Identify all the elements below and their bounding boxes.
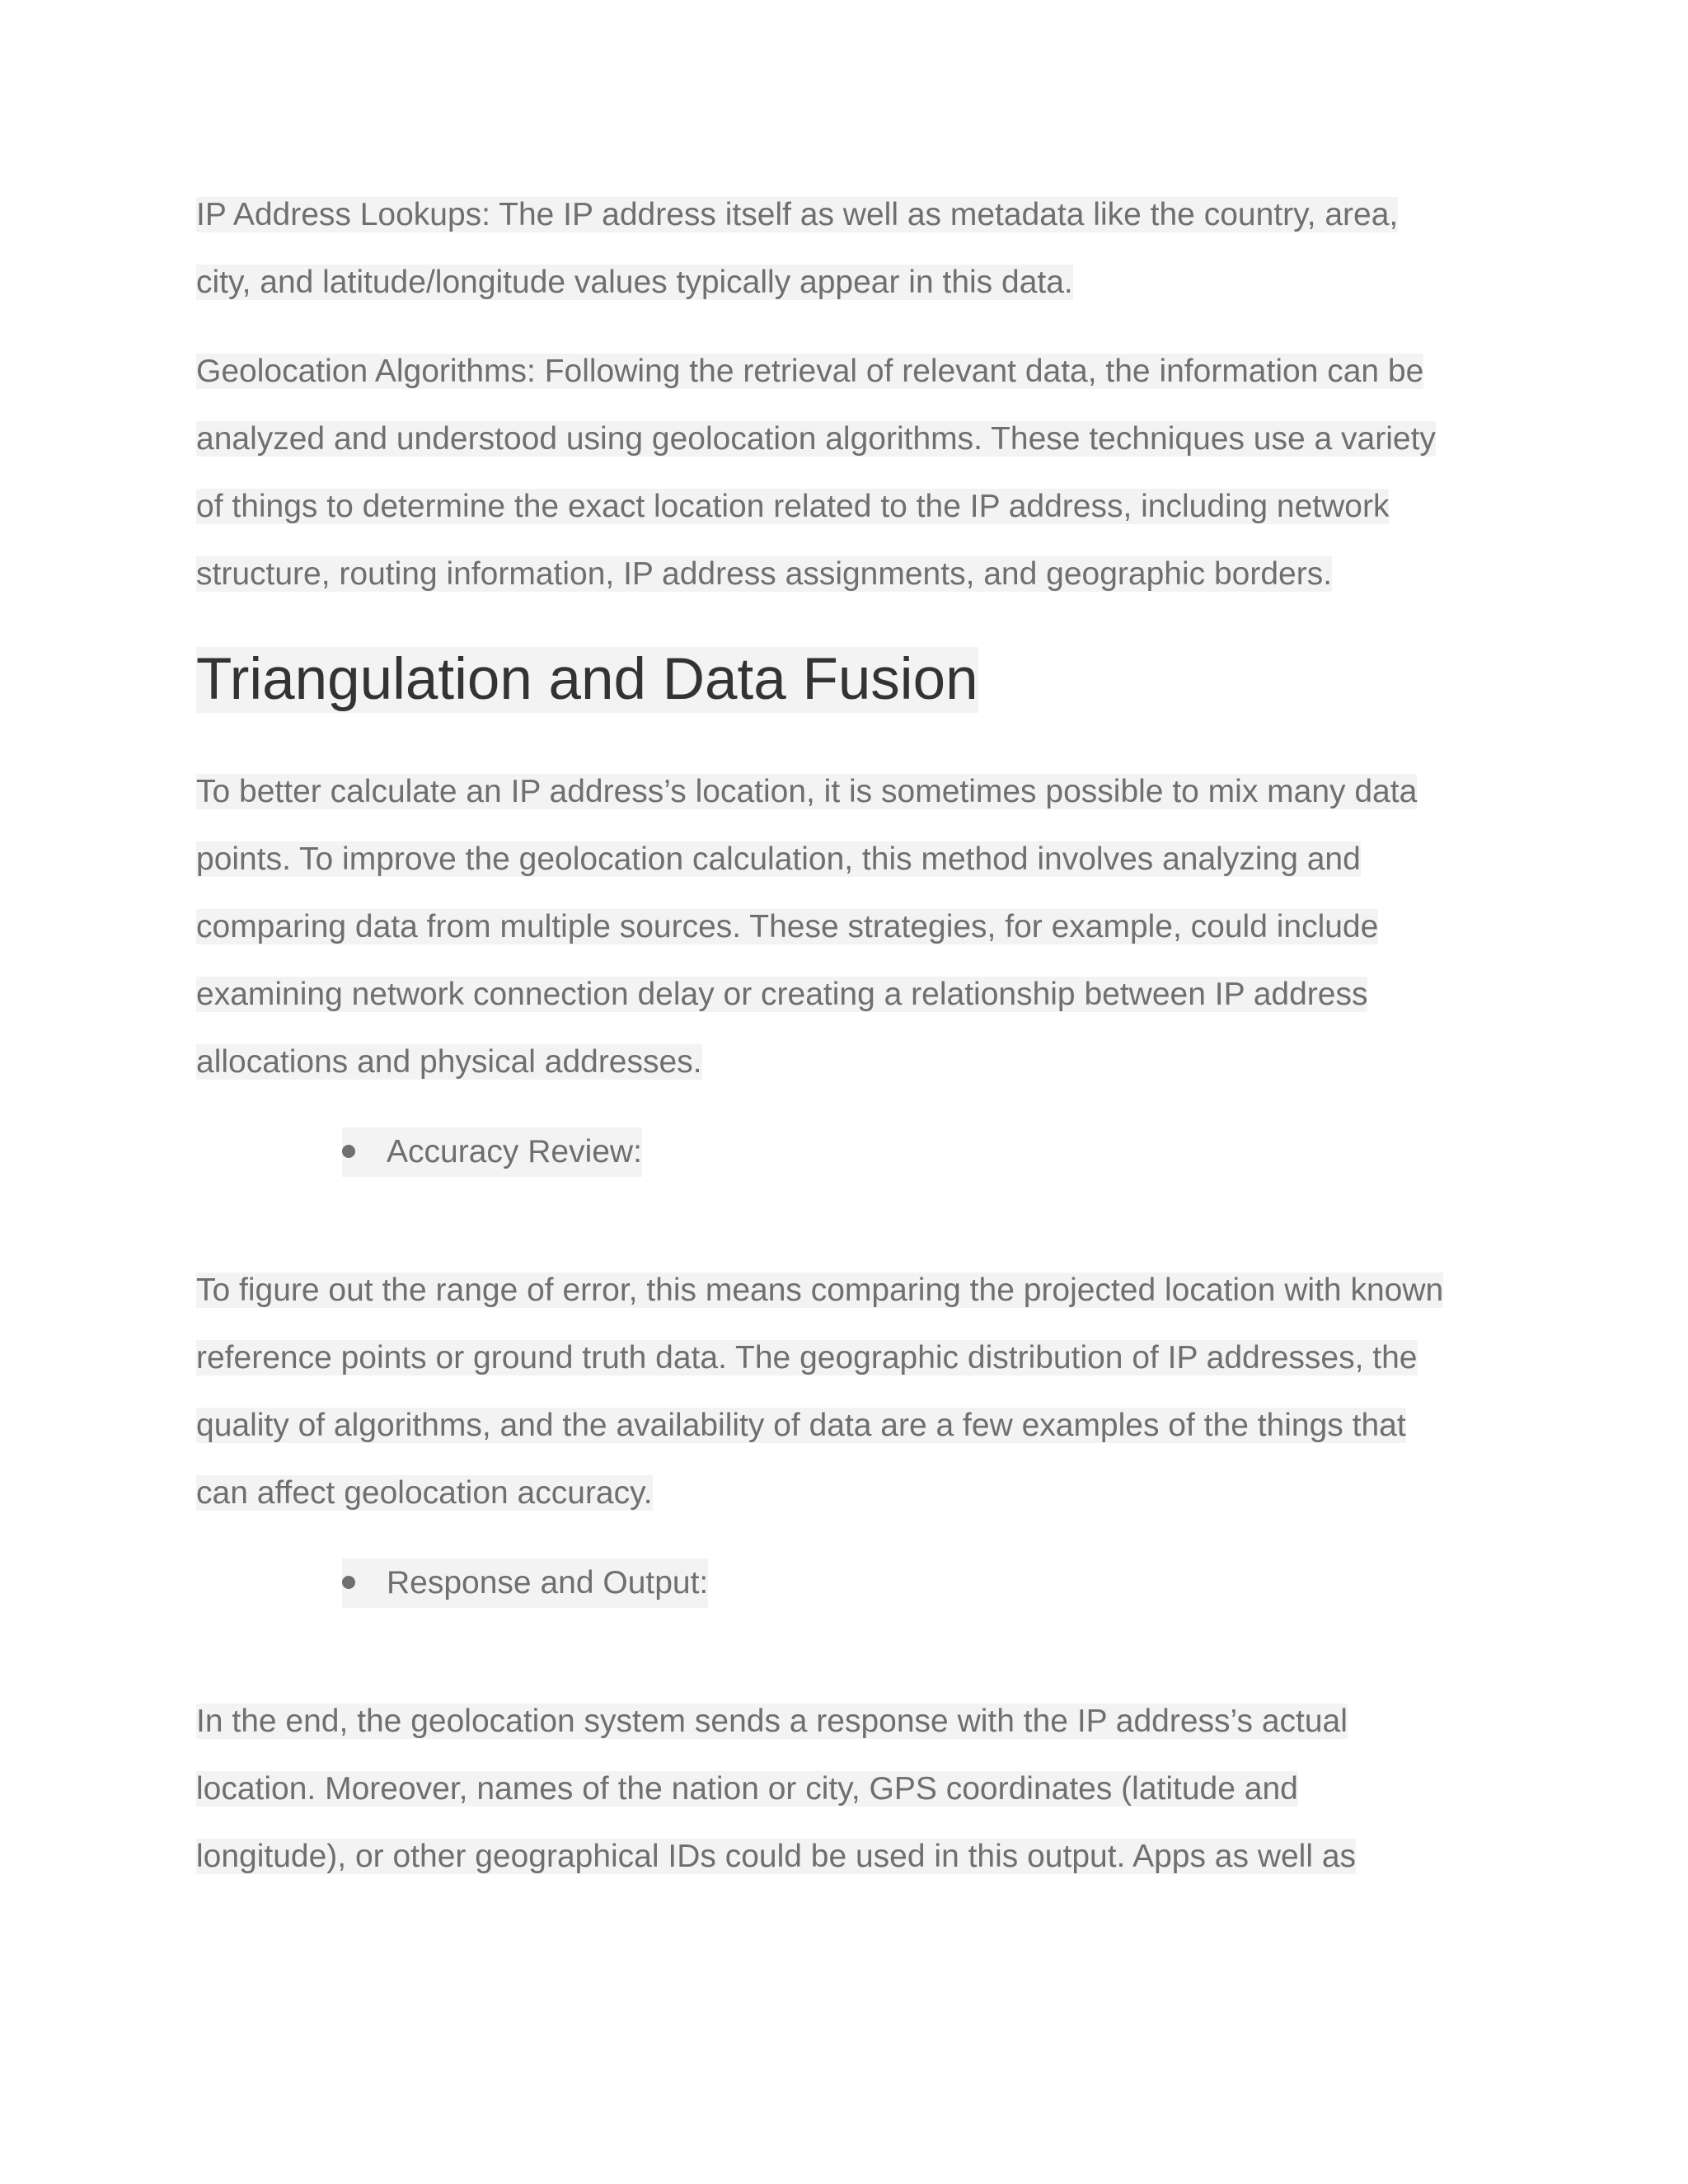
text-line: reference points or ground truth data. The geographic distribution of IP addresses, the	[196, 1340, 1418, 1376]
section-heading: Triangulation and Data Fusion	[196, 647, 978, 712]
paragraph-triangulation	[196, 758, 1417, 1096]
bullet-label: Response and Output:	[387, 1565, 709, 1601]
bullet-item-accuracy-review	[342, 1127, 642, 1177]
text-line: To better calculate an IP address’s location, it is sometimes possible to mix many data	[196, 774, 1418, 809]
text-line: analyzed and understood using geolocation algorithms. These techniques use a variety	[196, 421, 1436, 457]
paragraph-response-and-output	[196, 1688, 1356, 1891]
bullet-item-response-and-output	[342, 1558, 708, 1608]
paragraph-ip-address-lookups	[196, 181, 1398, 316]
text-line: In the end, the geolocation system sends a response with the IP address’s actual	[196, 1704, 1348, 1739]
text-line: can affect geolocation accuracy.	[196, 1475, 653, 1511]
bullet-icon	[342, 1576, 355, 1589]
section-heading-container	[196, 647, 978, 713]
text-line: structure, routing information, IP address assignments, and geographic borders.	[196, 556, 1333, 592]
text-line: comparing data from multiple sources. These strategies, for example, could include	[196, 909, 1379, 944]
text-line: IP Address Lookups: The IP address itself as well as metadata like the country, area,	[196, 197, 1399, 232]
bullet-label: Accuracy Review:	[387, 1134, 642, 1169]
paragraph-accuracy-review	[196, 1257, 1443, 1527]
text-line: Geolocation Algorithms: Following the retrieval of relevant data, the information can be	[196, 354, 1424, 389]
text-line: To figure out the range of error, this means comparing the projected location with known	[196, 1272, 1444, 1308]
text-line: of things to determine the exact location related to the IP address, including network	[196, 489, 1390, 524]
text-line: examining network connection delay or creating a relationship between IP address	[196, 977, 1368, 1012]
text-line: location. Moreover, names of the nation or city, GPS coordinates (latitude and	[196, 1771, 1298, 1807]
text-line: quality of algorithms, and the availability of data are a few examples of the things that	[196, 1408, 1406, 1443]
text-line: points. To improve the geolocation calculation, this method involves analyzing and	[196, 841, 1361, 877]
paragraph-geolocation-algorithms	[196, 338, 1436, 608]
bullet-icon	[342, 1145, 355, 1158]
text-line: allocations and physical addresses.	[196, 1044, 702, 1080]
text-line: longitude), or other geographical IDs could be used in this output. Apps as well as	[196, 1839, 1357, 1874]
text-line: city, and latitude/longitude values typically appear in this data.	[196, 265, 1073, 300]
